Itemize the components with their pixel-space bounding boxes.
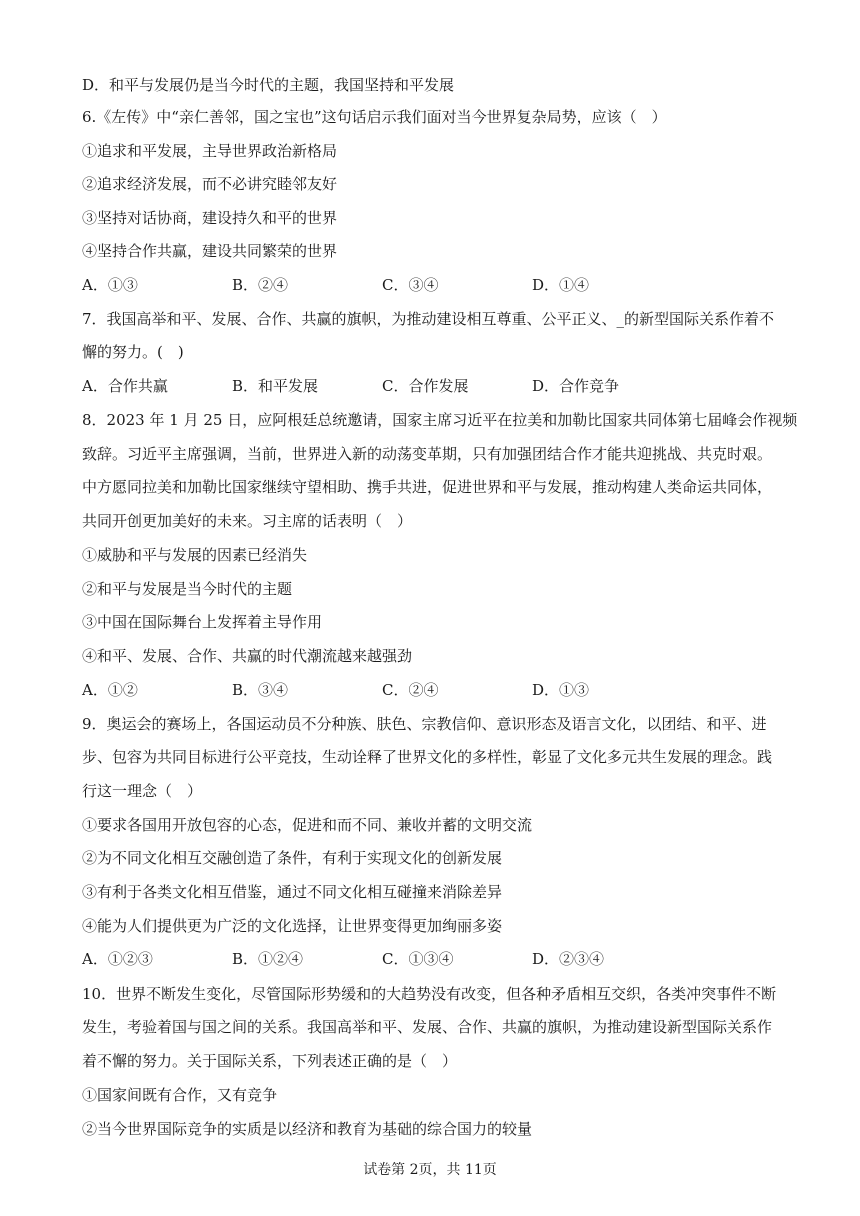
q8-option-a: A．①② [82,681,138,699]
q8-stem-line-2: 致辞。习近平主席强调，当前，世界进入新的动荡变革期，只有加强团结合作才能共迎挑战、共克时艰。 [82,445,773,463]
q10-statement-2: ②当今世界国际竞争的实质是以经济和教育为基础的综合国力的较量 [82,1120,533,1138]
q8-statement-1: ①威胁和平与发展的因素已经消失 [82,546,308,564]
q9-statement-1: ①要求各国用开放包容的心态，促进和而不同、兼收并蓄的文明交流 [82,816,533,834]
q8-statement-4: ④和平、发展、合作、共赢的时代潮流越来越强劲 [82,647,413,665]
q6-statement-2: ②追求经济发展，而不必讲究睦邻友好 [82,175,338,193]
q10-statement-1: ①国家间既有合作，又有竞争 [82,1086,278,1104]
q7-stem-line-1: 7．我国高举和平、发展、合作、共赢的旗帜，为推动建设相互尊重、公平正义、_的新型国际关系作着不 [82,310,775,328]
q7-option-a: A．合作共赢 [82,377,168,395]
q8-statement-3: ③中国在国际舞台上发挥着主导作用 [82,613,323,631]
q7-option-d: D．合作竞争 [532,377,620,395]
q9-option-b: B．①②④ [232,950,304,968]
q10-stem-line-3: 着不懈的努力。关于国际关系，下列表述正确的是（ ） [82,1052,458,1070]
q9-statement-3: ③有利于各类文化相互借鉴，通过不同文化相互碰撞来消除差异 [82,883,503,901]
q7-option-c: C．合作发展 [382,377,469,395]
q8-statement-2: ②和平与发展是当今时代的主题 [82,580,293,598]
q6-option-d: D．①④ [532,276,590,294]
q8-option-d: D．①③ [532,681,590,699]
q9-statement-4: ④能为人们提供更为广泛的文化选择，让世界变得更加绚丽多姿 [82,917,503,935]
q5-option-d: D．和平与发展仍是当今时代的主题，我国坚持和平发展 [82,76,455,94]
q8-option-b: B．③④ [232,681,289,699]
q9-option-a: A．①②③ [82,950,153,968]
q7-options [82,375,782,397]
q7-option-b: B．和平发展 [232,377,319,395]
q10-stem-line-1: 10．世界不断发生变化，尽管国际形势缓和的大趋势没有改变，但各种矛盾相互交织，各类冲突事件不断 [82,985,777,1003]
q6-options [82,274,782,296]
q9-stem-line-1: 9．奥运会的赛场上，各国运动员不分种族、肤色、宗教信仰、意识形态及语言文化，以团结、和平、进 [82,715,767,733]
q8-stem-line-4: 共同开创更加美好的未来。习主席的话表明（ ） [82,512,413,530]
q6-statement-4: ④坚持合作共赢，建设共同繁荣的世界 [82,242,338,260]
q6-option-b: B．②④ [232,276,289,294]
q6-option-a: A．①③ [82,276,138,294]
q9-stem-line-3: 行这一理念（ ） [82,782,203,800]
q8-option-c: C．②④ [382,681,439,699]
page-footer: 试卷第 2页，共 11页 [363,1162,497,1178]
q9-option-d: D．②③④ [532,950,605,968]
q8-stem-line-3: 中方愿同拉美和加勒比国家继续守望相助、携手共进，促进世界和平与发展，推动构建人类命运共同体， [82,478,773,496]
q9-statement-2: ②为不同文化相互交融创造了条件，有利于实现文化的创新发展 [82,849,503,867]
q8-stem-line-1: 8．2023 年 1 月 25 日，应阿根廷总统邀请，国家主席习近平在拉美和加勒比国家共同体第七届峰会作视频 [82,411,798,429]
q9-options [82,948,782,970]
q6-statement-1: ①追求和平发展，主导世界政治新格局 [82,142,338,160]
q9-stem-line-2: 步、包容为共同目标进行公平竞技，生动诠释了世界文化的多样性，彰显了文化多元共生发展的理念。践 [82,748,773,766]
q8-options [82,679,782,701]
q6-stem: 6.《左传》中“亲仁善邻，国之宝也”这句话启示我们面对当今世界复杂局势，应该（ ） [82,108,667,126]
q10-stem-line-2: 发生，考验着国与国之间的关系。我国高举和平、发展、合作、共赢的旗帜，为推动建设新型国际关系作 [82,1018,773,1036]
q9-option-c: C．①③④ [382,950,454,968]
q6-option-c: C．③④ [382,276,439,294]
q7-stem-line-2: 懈的努力。( ) [82,343,184,361]
q6-statement-3: ③坚持对话协商，建设持久和平的世界 [82,209,338,227]
